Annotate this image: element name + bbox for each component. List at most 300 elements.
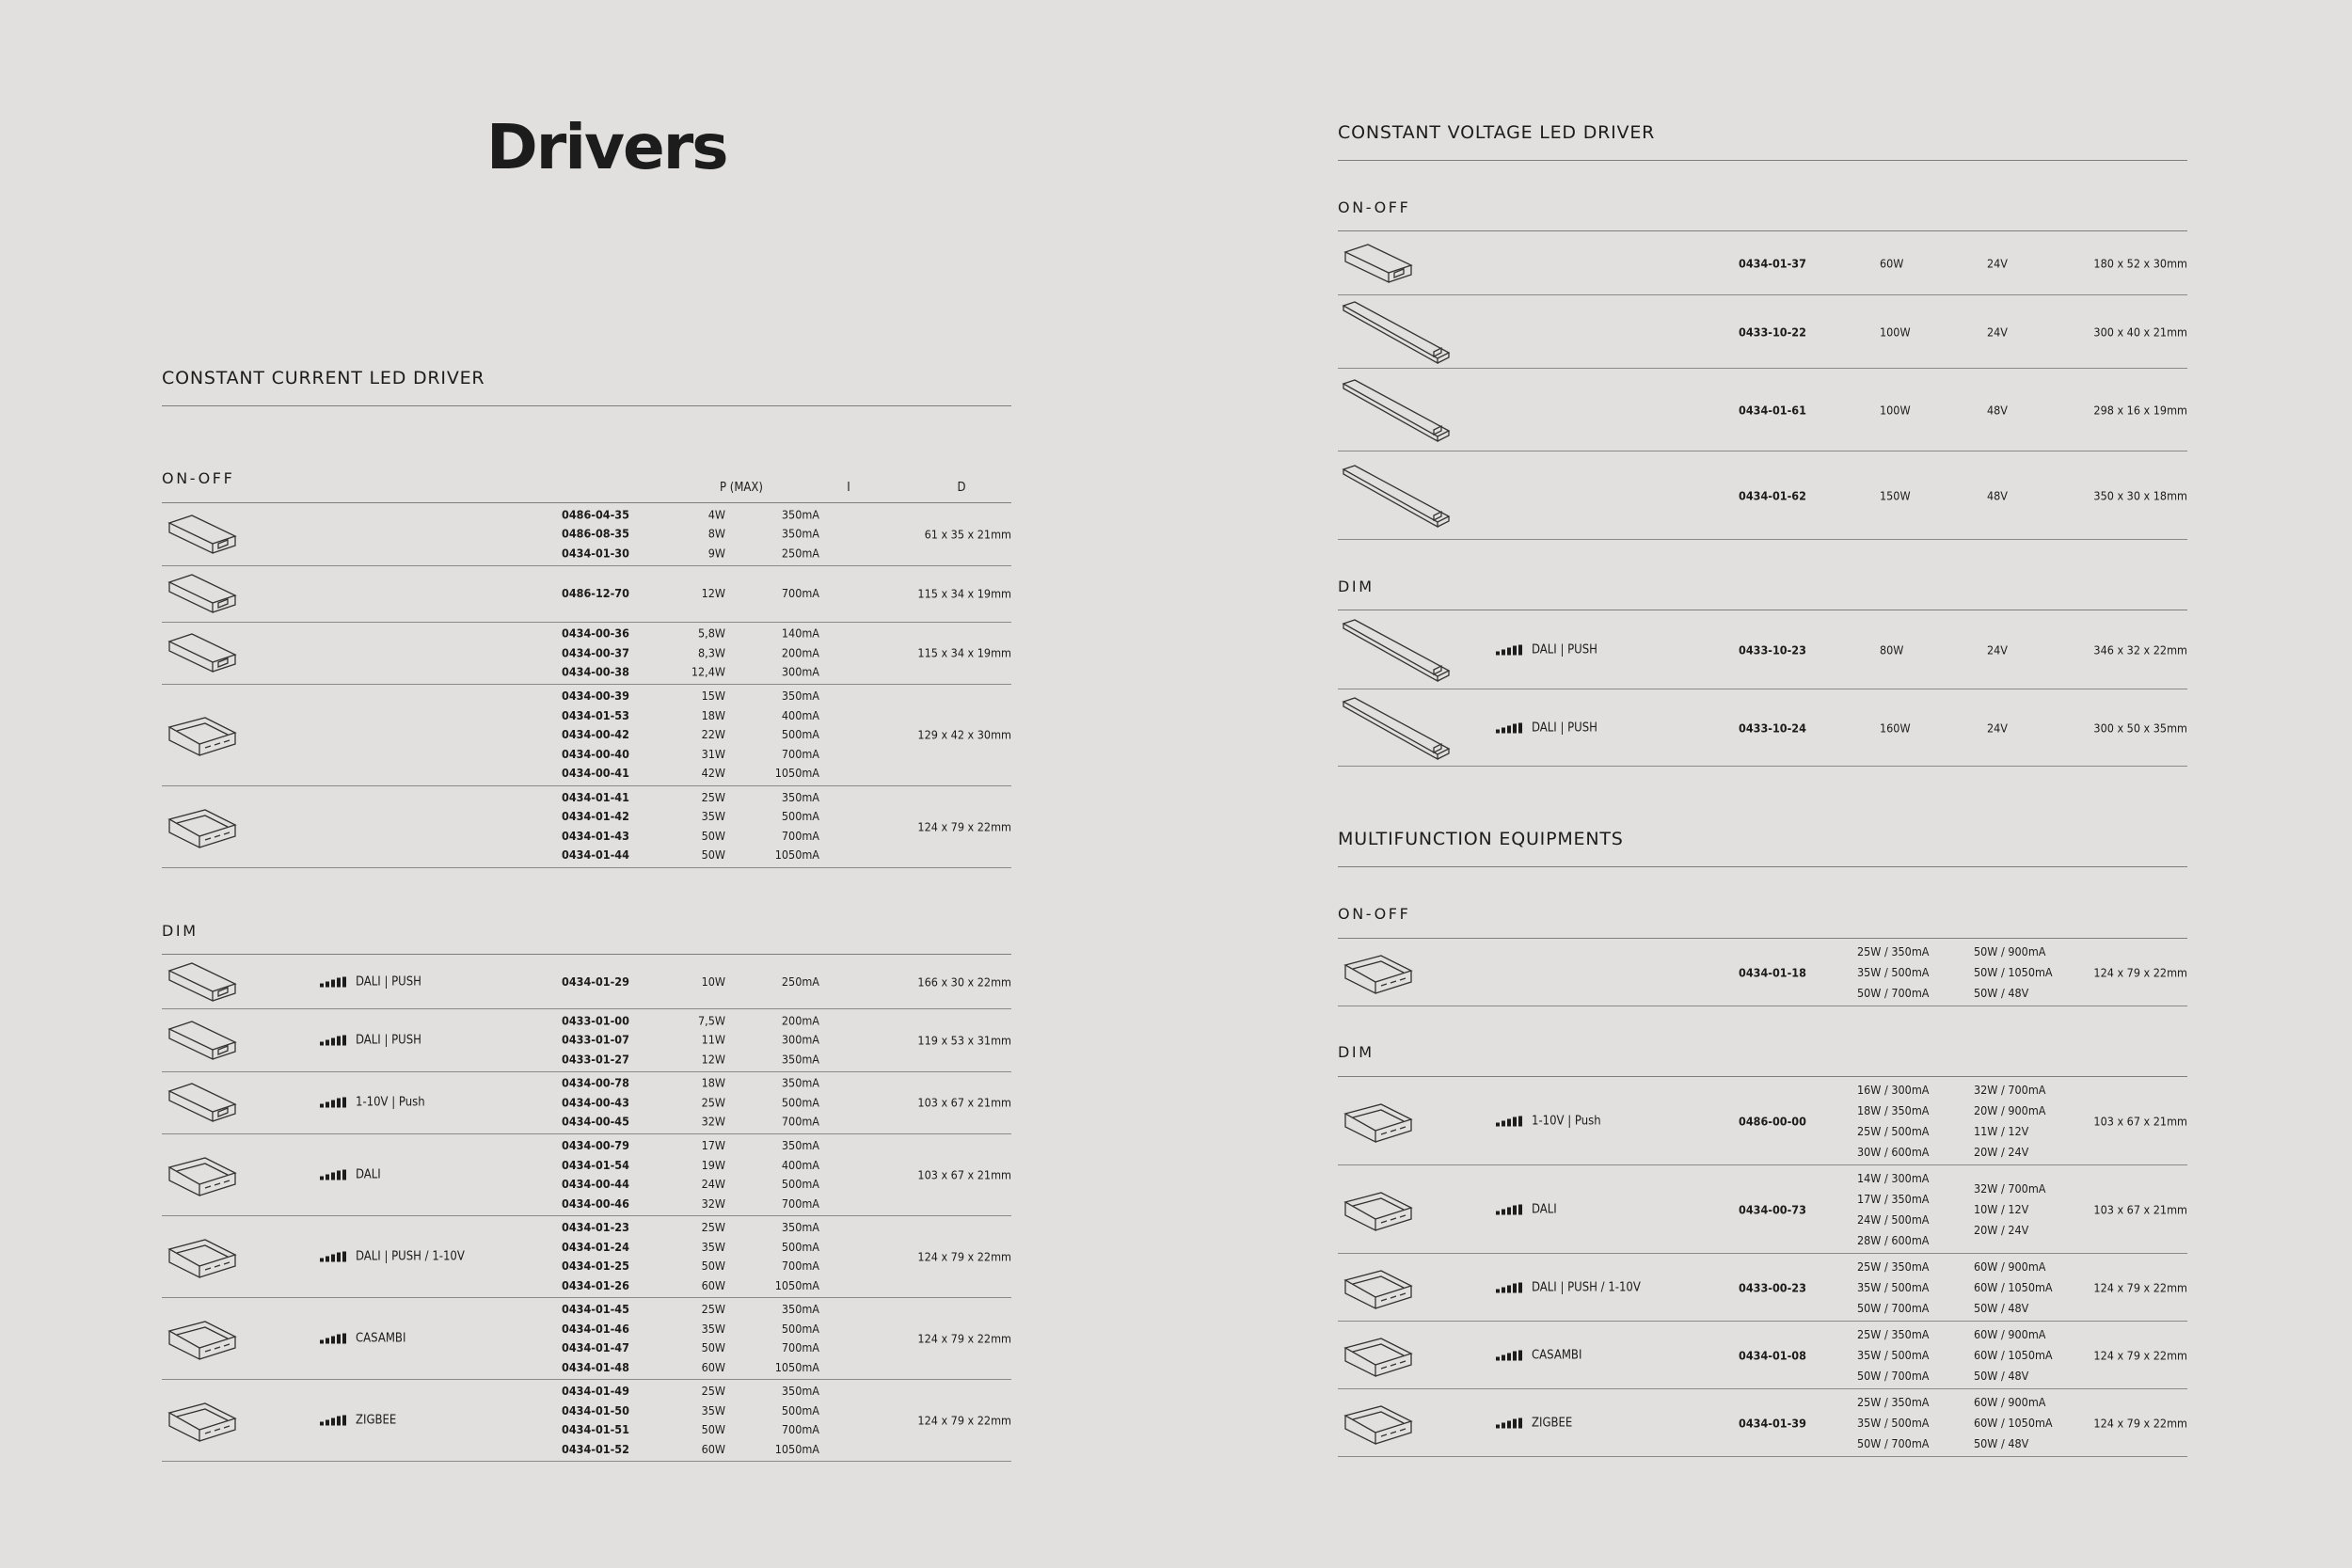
current-value: 350mA bbox=[781, 1075, 819, 1090]
voltage-value: 24V bbox=[1987, 256, 2008, 270]
article-code: 0434-00-36 bbox=[562, 626, 629, 641]
rating-value: 50W / 48V bbox=[1974, 985, 2029, 1000]
table-row bbox=[562, 663, 819, 683]
power-value: 12W bbox=[701, 585, 725, 600]
rating-value: 10W / 12V bbox=[1974, 1201, 2029, 1216]
current-value: 700mA bbox=[781, 746, 819, 761]
rating-value: 50W / 700mA bbox=[1857, 1300, 1930, 1315]
dimming-control bbox=[320, 1250, 465, 1264]
control-protocol-label: DALI bbox=[1532, 1202, 1557, 1216]
table-row bbox=[562, 1382, 819, 1402]
article-code: 0486-12-70 bbox=[562, 585, 629, 600]
article-code: 0433-00-23 bbox=[1739, 1280, 1806, 1294]
dimensions-value: 124 x 79 x 22mm bbox=[2093, 1416, 2187, 1430]
article-code: 0433-10-23 bbox=[1739, 642, 1806, 657]
current-value: 1050mA bbox=[774, 1441, 819, 1456]
control-protocol-label: DALI | PUSH bbox=[1532, 721, 1597, 735]
power-value: 32W bbox=[701, 1196, 725, 1211]
rating-column-b bbox=[1974, 1392, 2053, 1454]
article-code: 0434-01-52 bbox=[562, 1441, 629, 1456]
article-code: 0434-01-18 bbox=[1739, 965, 1806, 979]
product-group bbox=[1338, 689, 2187, 767]
rating-value: 50W / 48V bbox=[1974, 1300, 2029, 1315]
article-code: 0434-01-43 bbox=[562, 828, 629, 843]
article-code: 0434-01-42 bbox=[562, 809, 629, 823]
article-code: 0433-01-27 bbox=[562, 1052, 629, 1066]
table-row bbox=[562, 788, 819, 808]
dimensions-value: 298 x 16 x 19mm bbox=[2093, 403, 2187, 417]
table-row bbox=[562, 1113, 819, 1132]
rating-value: 35W / 500mA bbox=[1857, 964, 1930, 979]
section-title-multifunction: MULTIFUNCTION EQUIPMENTS bbox=[1338, 829, 1624, 849]
current-value: 1050mA bbox=[774, 766, 819, 780]
product-rows bbox=[562, 1300, 819, 1377]
power-value: 60W bbox=[701, 1441, 725, 1456]
power-value: 100W bbox=[1880, 403, 1911, 417]
table-row bbox=[562, 544, 819, 563]
table-row bbox=[562, 1011, 819, 1031]
rating-value: 25W / 350mA bbox=[1857, 943, 1930, 958]
product-group bbox=[162, 1009, 1011, 1072]
article-code: 0434-01-30 bbox=[562, 546, 629, 560]
control-protocol-label: 1-10V | Push bbox=[1532, 1114, 1601, 1128]
current-value: 350mA bbox=[781, 689, 819, 703]
rating-value: 50W / 700mA bbox=[1857, 1368, 1930, 1383]
table-row bbox=[562, 1074, 819, 1094]
article-code: 0434-01-45 bbox=[562, 1302, 629, 1316]
control-protocol-label: CASAMBI bbox=[356, 1331, 406, 1346]
article-code: 0434-00-40 bbox=[562, 746, 629, 761]
current-value: 350mA bbox=[781, 1220, 819, 1234]
product-group bbox=[162, 623, 1011, 686]
article-code: 0486-04-35 bbox=[562, 507, 629, 521]
article-code: 0434-01-25 bbox=[562, 1259, 629, 1273]
power-value: 12W bbox=[701, 1052, 725, 1066]
table-row bbox=[562, 687, 819, 706]
product-group bbox=[1338, 1077, 2187, 1165]
rating-value: 60W / 900mA bbox=[1974, 1394, 2046, 1409]
control-protocol-label: DALI bbox=[356, 1167, 381, 1182]
control-protocol-label: DALI | PUSH bbox=[1532, 642, 1597, 657]
rating-value: 20W / 24V bbox=[1974, 1144, 2029, 1159]
article-code: 0486-08-35 bbox=[562, 526, 629, 541]
power-value: 25W bbox=[701, 1220, 725, 1234]
rating-value: 28W / 600mA bbox=[1857, 1232, 1930, 1247]
current-value: 500mA bbox=[781, 1321, 819, 1336]
current-value: 250mA bbox=[781, 974, 819, 989]
current-value: 350mA bbox=[781, 1302, 819, 1316]
dimensions-value: 129 x 42 x 30mm bbox=[917, 727, 1011, 742]
article-code: 0434-01-41 bbox=[562, 789, 629, 804]
rating-value: 50W / 1050mA bbox=[1974, 964, 2053, 979]
article-code: 0434-00-39 bbox=[562, 689, 629, 703]
article-code: 0433-10-22 bbox=[1739, 325, 1806, 339]
dimensions-value: 103 x 67 x 21mm bbox=[2093, 1114, 2187, 1128]
table-row bbox=[562, 1257, 819, 1276]
article-code: 0434-01-51 bbox=[562, 1422, 629, 1436]
product-rows bbox=[562, 505, 819, 563]
article-code: 0434-01-46 bbox=[562, 1321, 629, 1336]
current-value: 500mA bbox=[781, 809, 819, 823]
product-rows bbox=[562, 584, 819, 604]
product-group bbox=[1338, 939, 2187, 1006]
voltage-value: 48V bbox=[1987, 488, 2008, 502]
article-code: 0434-00-46 bbox=[562, 1196, 629, 1211]
current-value: 350mA bbox=[781, 789, 819, 804]
rating-value: 18W / 350mA bbox=[1857, 1102, 1930, 1117]
product-group bbox=[162, 1380, 1011, 1462]
control-protocol-label: ZIGBEE bbox=[1532, 1416, 1573, 1430]
product-group bbox=[1338, 1165, 2187, 1254]
signal-bars-icon bbox=[1496, 1116, 1522, 1126]
product-group bbox=[1338, 295, 2187, 369]
current-value: 140mA bbox=[781, 626, 819, 641]
product-group bbox=[162, 685, 1011, 786]
power-value: 12,4W bbox=[691, 664, 725, 679]
page-title: Drivers bbox=[486, 111, 727, 183]
driver-box-icon bbox=[164, 1150, 241, 1199]
power-value: 15W bbox=[701, 689, 725, 703]
power-value: 8,3W bbox=[698, 645, 725, 659]
signal-bars-icon bbox=[320, 1252, 346, 1262]
section-divider bbox=[162, 405, 1011, 406]
article-code: 0434-01-44 bbox=[562, 847, 629, 862]
article-code: 0434-01-23 bbox=[562, 1220, 629, 1234]
product-rows bbox=[562, 972, 819, 991]
section-title-constant-current: CONSTANT CURRENT LED DRIVER bbox=[162, 368, 485, 388]
voltage-value: 48V bbox=[1987, 403, 2008, 417]
driver-box-icon bbox=[164, 1078, 241, 1127]
dimensions-value: 180 x 52 x 30mm bbox=[2093, 256, 2187, 270]
rating-column-b bbox=[1974, 942, 2053, 1004]
signal-bars-icon bbox=[320, 976, 346, 987]
rating-column-a bbox=[1857, 1392, 1929, 1454]
dimensions-value: 124 x 79 x 22mm bbox=[917, 819, 1011, 833]
power-value: 4W bbox=[707, 507, 725, 521]
dimming-control bbox=[1496, 642, 1597, 657]
table-row bbox=[562, 1358, 819, 1378]
product-rows bbox=[562, 1136, 819, 1213]
product-group bbox=[1338, 451, 2187, 540]
power-value: 17W bbox=[701, 1138, 725, 1152]
signal-bars-icon bbox=[320, 1416, 346, 1426]
article-code: 0434-01-39 bbox=[1739, 1416, 1806, 1430]
article-code: 0433-01-00 bbox=[562, 1013, 629, 1027]
rating-column-a bbox=[1857, 1168, 1929, 1251]
article-code: 0486-00-00 bbox=[1739, 1114, 1806, 1128]
table-row bbox=[562, 1420, 819, 1440]
driver-box-icon bbox=[1340, 1399, 1417, 1448]
dimming-control bbox=[320, 1168, 381, 1182]
product-group bbox=[162, 503, 1011, 566]
dimensions-value: 124 x 79 x 22mm bbox=[2093, 1280, 2187, 1294]
article-code: 0434-00-45 bbox=[562, 1114, 629, 1129]
power-value: 19W bbox=[701, 1157, 725, 1172]
section-divider bbox=[1338, 160, 2187, 161]
article-code: 0434-00-73 bbox=[1739, 1202, 1806, 1216]
article-code: 0434-01-24 bbox=[562, 1239, 629, 1254]
current-value: 700mA bbox=[781, 1340, 819, 1354]
table-row bbox=[562, 1175, 819, 1195]
dimensions-value: 346 x 32 x 22mm bbox=[2093, 642, 2187, 657]
power-value: 25W bbox=[701, 789, 725, 804]
table-row bbox=[562, 807, 819, 827]
driver-box-icon bbox=[1340, 298, 1453, 366]
article-code: 0434-01-37 bbox=[1739, 256, 1806, 270]
table-row bbox=[562, 1238, 819, 1258]
section-title-constant-voltage: CONSTANT VOLTAGE LED DRIVER bbox=[1338, 122, 1656, 143]
dimensions-value: 124 x 79 x 22mm bbox=[2093, 1348, 2187, 1362]
control-protocol-label: ZIGBEE bbox=[356, 1413, 397, 1428]
dimming-control bbox=[1496, 1348, 1581, 1362]
article-code: 0434-00-41 bbox=[562, 766, 629, 780]
power-value: 18W bbox=[701, 707, 725, 722]
table-row bbox=[562, 1338, 819, 1358]
dimming-control bbox=[320, 1033, 421, 1047]
current-value: 500mA bbox=[781, 1402, 819, 1418]
rating-value: 50W / 900mA bbox=[1974, 943, 2046, 958]
rating-value: 11W / 12V bbox=[1974, 1123, 2029, 1138]
current-value: 400mA bbox=[781, 707, 819, 722]
article-code: 0434-01-50 bbox=[562, 1402, 629, 1418]
table-row bbox=[562, 1320, 819, 1339]
current-value: 700mA bbox=[781, 1196, 819, 1211]
driver-box-icon bbox=[1340, 616, 1453, 684]
dimensions-value: 119 x 53 x 31mm bbox=[917, 1033, 1011, 1048]
signal-bars-icon bbox=[1496, 1282, 1522, 1292]
power-value: 7,5W bbox=[698, 1013, 725, 1027]
rating-value: 25W / 500mA bbox=[1857, 1123, 1930, 1138]
dimensions-value: 103 x 67 x 21mm bbox=[2093, 1202, 2187, 1216]
power-value: 80W bbox=[1880, 642, 1904, 657]
driver-box-icon bbox=[164, 802, 241, 851]
rating-value: 25W / 350mA bbox=[1857, 1326, 1930, 1341]
power-value: 60W bbox=[701, 1277, 725, 1292]
current-value: 700mA bbox=[781, 1114, 819, 1129]
power-value: 32W bbox=[701, 1114, 725, 1129]
rating-value: 60W / 1050mA bbox=[1974, 1347, 2053, 1362]
rating-value: 32W / 700mA bbox=[1974, 1180, 2046, 1196]
article-code: 0434-00-79 bbox=[562, 1138, 629, 1152]
product-group bbox=[162, 786, 1011, 868]
table-row bbox=[562, 725, 819, 745]
driver-box-icon bbox=[1340, 1097, 1417, 1146]
signal-bars-icon bbox=[1496, 1204, 1522, 1214]
driver-box-icon bbox=[1340, 239, 1417, 288]
driver-box-icon bbox=[1340, 948, 1417, 997]
current-value: 350mA bbox=[781, 526, 819, 541]
dimensions-value: 124 x 79 x 22mm bbox=[2093, 965, 2187, 979]
power-value: 60W bbox=[701, 1359, 725, 1374]
rating-value: 24W / 500mA bbox=[1857, 1212, 1930, 1227]
article-code: 0434-00-38 bbox=[562, 664, 629, 679]
power-value: 50W bbox=[701, 847, 725, 862]
rating-value: 25W / 350mA bbox=[1857, 1259, 1930, 1274]
current-value: 350mA bbox=[781, 507, 819, 521]
power-value: 8W bbox=[707, 526, 725, 541]
dimensions-value: 350 x 30 x 18mm bbox=[2093, 488, 2187, 502]
table-row bbox=[562, 1050, 819, 1069]
dimming-control bbox=[1496, 1202, 1557, 1216]
rating-column-b bbox=[1974, 1324, 2053, 1386]
table-row bbox=[562, 1276, 819, 1296]
signal-bars-icon bbox=[1496, 1418, 1522, 1428]
power-value: 25W bbox=[701, 1095, 725, 1109]
control-protocol-label: CASAMBI bbox=[1532, 1348, 1582, 1362]
driver-box-icon bbox=[164, 1314, 241, 1363]
article-code: 0434-01-26 bbox=[562, 1277, 629, 1292]
rating-value: 60W / 900mA bbox=[1974, 1259, 2046, 1274]
table-row bbox=[562, 525, 819, 545]
driver-box-icon bbox=[164, 958, 241, 1006]
product-group bbox=[162, 1216, 1011, 1298]
dimming-control bbox=[1496, 1114, 1601, 1128]
power-value: 35W bbox=[701, 1321, 725, 1336]
current-value: 350mA bbox=[781, 1138, 819, 1152]
power-value: 5,8W bbox=[698, 626, 725, 641]
article-code: 0434-01-47 bbox=[562, 1340, 629, 1354]
power-value: 50W bbox=[701, 1340, 725, 1354]
table-row bbox=[562, 505, 819, 525]
current-value: 1050mA bbox=[774, 1359, 819, 1374]
article-code: 0434-00-78 bbox=[562, 1075, 629, 1090]
signal-bars-icon bbox=[320, 1170, 346, 1180]
driver-box-icon bbox=[1340, 694, 1453, 762]
rating-value: 50W / 48V bbox=[1974, 1435, 2029, 1450]
driver-box-icon bbox=[164, 510, 241, 559]
product-group bbox=[1338, 369, 2187, 451]
product-group bbox=[1338, 231, 2187, 295]
article-code: 0434-00-43 bbox=[562, 1095, 629, 1109]
article-code: 0433-10-24 bbox=[1739, 721, 1806, 735]
rating-value: 60W / 1050mA bbox=[1974, 1415, 2053, 1430]
rating-value: 50W / 700mA bbox=[1857, 985, 1930, 1000]
power-value: 50W bbox=[701, 1422, 725, 1436]
rating-value: 14W / 300mA bbox=[1857, 1170, 1930, 1185]
dimming-control bbox=[1496, 1416, 1572, 1430]
section-divider bbox=[1338, 866, 2187, 867]
current-value: 500mA bbox=[781, 1239, 819, 1254]
rating-value: 20W / 24V bbox=[1974, 1222, 2029, 1237]
table-row bbox=[562, 643, 819, 663]
power-value: 11W bbox=[701, 1032, 725, 1047]
driver-box-icon bbox=[164, 569, 241, 618]
power-value: 31W bbox=[701, 746, 725, 761]
power-value: 18W bbox=[701, 1075, 725, 1090]
signal-bars-icon bbox=[320, 1334, 346, 1344]
table-row bbox=[562, 1440, 819, 1460]
driver-box-icon bbox=[1340, 462, 1453, 530]
article-code: 0434-01-08 bbox=[1739, 1348, 1806, 1362]
driver-box-icon bbox=[164, 710, 241, 759]
table-row bbox=[562, 1093, 819, 1113]
voltage-value: 24V bbox=[1987, 721, 2008, 735]
power-value: 60W bbox=[1880, 256, 1904, 270]
table-row bbox=[562, 745, 819, 765]
dimensions-value: 124 x 79 x 22mm bbox=[917, 1331, 1011, 1346]
power-value: 50W bbox=[701, 828, 725, 843]
current-value: 300mA bbox=[781, 1032, 819, 1047]
driver-box-icon bbox=[164, 1396, 241, 1445]
article-code: 0434-00-42 bbox=[562, 727, 629, 741]
article-code: 0434-01-62 bbox=[1739, 488, 1806, 502]
column-header-current: I bbox=[847, 481, 850, 495]
rating-value: 35W / 500mA bbox=[1857, 1279, 1930, 1294]
table-row bbox=[562, 1402, 819, 1421]
table-row bbox=[562, 1136, 819, 1156]
table-row bbox=[562, 1156, 819, 1176]
column-header-power: P (MAX) bbox=[720, 481, 763, 495]
dimming-control bbox=[1496, 721, 1597, 735]
power-value: 160W bbox=[1880, 721, 1911, 735]
article-code: 0434-00-37 bbox=[562, 645, 629, 659]
current-value: 350mA bbox=[781, 1052, 819, 1066]
article-code: 0434-01-29 bbox=[562, 974, 629, 989]
current-value: 200mA bbox=[781, 1013, 819, 1027]
current-value: 200mA bbox=[781, 645, 819, 659]
table-row bbox=[562, 584, 819, 604]
dimming-control bbox=[1496, 1280, 1641, 1294]
rating-value: 35W / 500mA bbox=[1857, 1415, 1930, 1430]
article-code: 0434-01-48 bbox=[562, 1359, 629, 1374]
current-value: 400mA bbox=[781, 1157, 819, 1172]
product-group bbox=[162, 955, 1011, 1009]
current-value: 300mA bbox=[781, 664, 819, 679]
article-code: 0434-01-54 bbox=[562, 1157, 629, 1172]
rating-value: 16W / 300mA bbox=[1857, 1082, 1930, 1097]
table-row bbox=[562, 972, 819, 991]
rating-column-a bbox=[1857, 1324, 1929, 1386]
power-value: 100W bbox=[1880, 325, 1911, 339]
article-code: 0434-01-49 bbox=[562, 1384, 629, 1398]
product-group bbox=[1338, 610, 2187, 689]
current-value: 500mA bbox=[781, 727, 819, 741]
rating-column-a bbox=[1857, 942, 1929, 1004]
product-group bbox=[1338, 1254, 2187, 1322]
subsection-onoff: ON-OFF bbox=[1338, 198, 1411, 216]
driver-box-icon bbox=[164, 1016, 241, 1065]
current-value: 500mA bbox=[781, 1177, 819, 1191]
table-row bbox=[562, 1031, 819, 1051]
subsection-dim: DIM bbox=[162, 922, 199, 940]
rating-column-b bbox=[1974, 1080, 2045, 1163]
product-group bbox=[1338, 1322, 2187, 1389]
dimensions-value: 166 x 30 x 22mm bbox=[917, 974, 1011, 989]
table-row bbox=[562, 1300, 819, 1320]
control-protocol-label: DALI | PUSH / 1-10V bbox=[356, 1249, 465, 1264]
product-rows bbox=[562, 1218, 819, 1295]
signal-bars-icon bbox=[320, 1098, 346, 1108]
product-group bbox=[162, 1134, 1011, 1216]
table-row bbox=[562, 706, 819, 726]
product-group bbox=[162, 1072, 1011, 1135]
dimensions-value: 300 x 40 x 21mm bbox=[2093, 325, 2187, 339]
driver-box-icon bbox=[1340, 1331, 1417, 1380]
product-group bbox=[162, 1298, 1011, 1380]
dimming-control bbox=[320, 1332, 405, 1346]
rating-column-b bbox=[1974, 1257, 2053, 1319]
dimensions-value: 124 x 79 x 22mm bbox=[917, 1249, 1011, 1264]
dimensions-value: 103 x 67 x 21mm bbox=[917, 1167, 1011, 1182]
power-value: 35W bbox=[701, 809, 725, 823]
table-row bbox=[562, 1195, 819, 1214]
power-value: 35W bbox=[701, 1239, 725, 1254]
dimensions-value: 115 x 34 x 19mm bbox=[917, 645, 1011, 660]
power-value: 25W bbox=[701, 1384, 725, 1398]
rating-column-a bbox=[1857, 1080, 1929, 1163]
current-value: 700mA bbox=[781, 828, 819, 843]
product-rows bbox=[562, 1382, 819, 1459]
